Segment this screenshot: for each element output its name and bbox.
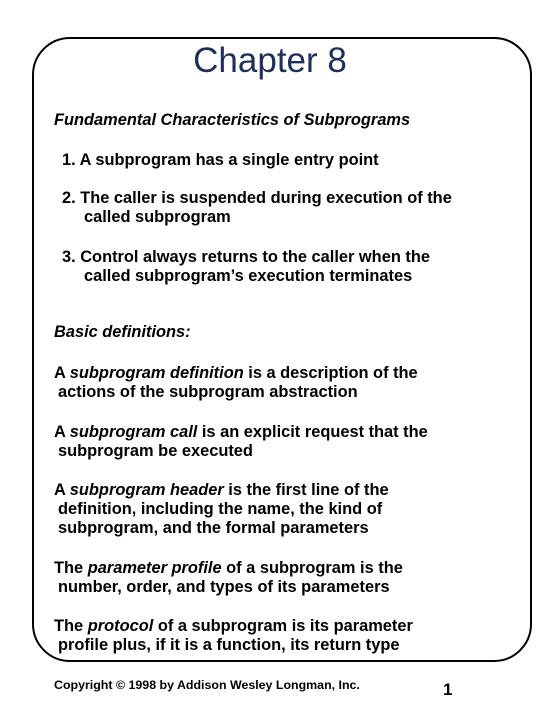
- definition-4-line-2: number, order, and types of its parameters: [58, 578, 390, 596]
- definition-5-line-1: The protocol of a subprogram is its parameter: [54, 617, 413, 635]
- definition-3-term: subprogram header: [69, 481, 224, 499]
- definition-5-term: protocol: [87, 617, 154, 635]
- section-subtitle: Fundamental Characteristics of Subprograms: [54, 111, 411, 129]
- definition-3-line-1: A subprogram header is the first line of the: [54, 481, 389, 499]
- definition-2-line-2: subprogram be executed: [58, 442, 253, 460]
- definition-5-line-2: profile plus, if it is a function, its return type: [58, 636, 400, 654]
- definition-1-line-1: A subprogram definition is a description of the: [54, 364, 418, 382]
- definition-2-term: subprogram call: [69, 423, 198, 441]
- characteristic-2-line-2: called subprogram: [84, 208, 231, 226]
- definition-3-line-2: definition, including the name, the kind of: [58, 500, 383, 518]
- copyright-notice: Copyright © 1998 by Addison Wesley Longman, Inc.: [54, 678, 360, 692]
- definition-2-line-1: A subprogram call is an explicit request that the: [54, 423, 428, 441]
- characteristic-3-line-2: called subprogram’s execution terminates: [84, 267, 413, 285]
- definition-3-line-3: subprogram, and the formal parameters: [58, 519, 369, 537]
- characteristic-2-line-1: 2. The caller is suspended during execution of the: [62, 189, 452, 207]
- characteristic-3-line-1: 3. Control always returns to the caller when the: [62, 248, 430, 266]
- page-number: 1: [443, 680, 453, 699]
- definition-4-term: parameter profile: [87, 559, 222, 577]
- slide-title: Chapter 8: [193, 41, 347, 80]
- basic-definitions-heading: Basic definitions:: [54, 323, 191, 341]
- definition-1-line-2: actions of the subprogram abstraction: [58, 383, 358, 401]
- definition-4-line-1: The parameter profile of a subprogram is the: [54, 559, 403, 577]
- definition-1-term: subprogram definition: [69, 364, 244, 382]
- characteristic-1-line-1: 1. A subprogram has a single entry point: [62, 151, 379, 169]
